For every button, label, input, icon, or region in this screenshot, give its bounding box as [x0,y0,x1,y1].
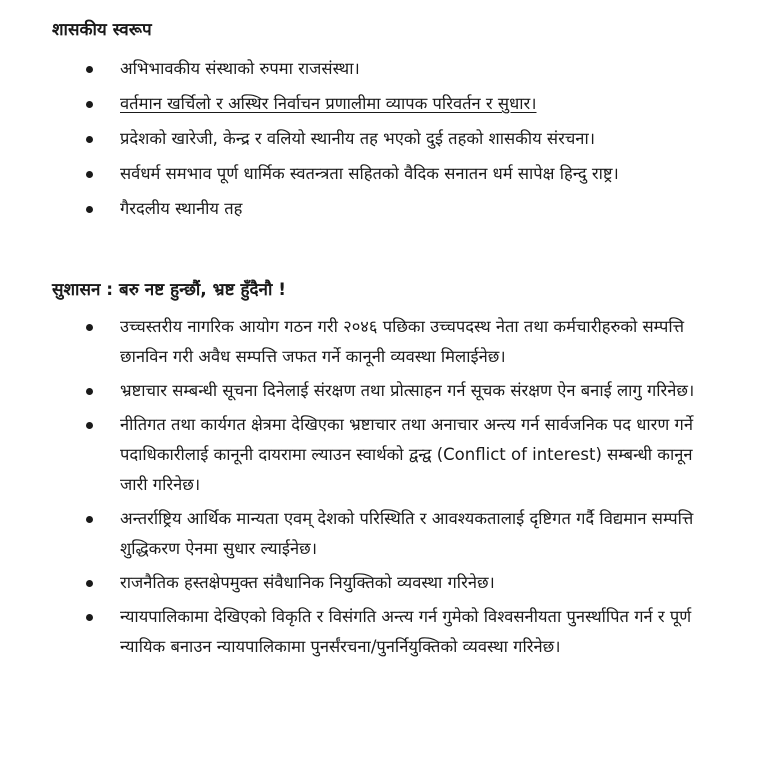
list-item-text: राजनैतिक हस्तक्षेपमुक्त संवैधानिक नियुक्तिको व्यवस्था गरिनेछ। [120,573,495,592]
list-item-text: गैरदलीय स्थानीय तह [120,199,243,218]
list-item-text-underlined: वर्तमान खर्चिलो र अस्थिर निर्वाचन प्रणालीमा व्यापक परिवर्तन र सुधार। [120,94,537,113]
good-governance-list [0,312,768,666]
list-item [0,89,768,119]
list-item [0,124,768,154]
list-item [0,602,768,662]
list-item [0,504,768,564]
list-item [0,194,768,224]
list-item-text: अन्तर्राष्ट्रिय आर्थिक मान्यता एवम् देशको परिस्थिति र आवश्यकतालाई दृष्टिगत गर्दै विद्यमान सम्पत्ति शुद्धिकरण ऐनमा सुधार ल्याईनेछ। [120,509,694,558]
bullet-icon [86,516,93,523]
bullet-icon [86,66,93,73]
list-item-text: अभिभावकीय संस्थाको रुपमा राजसंस्था। [120,59,360,78]
bullet-icon [86,388,93,395]
bullet-icon [86,324,93,331]
list-item [0,568,768,598]
bullet-icon [86,206,93,213]
bullet-icon [86,171,93,178]
list-item-text: न्यायपालिकामा देखिएको विकृति र विसंगति अन्त्य गर्न गुमेको विश्वसनीयता पुनर्स्थापित गर्न र पूर्ण न्यायिक बनाउन न्यायपालिकामा पुनर्संरचना/पुनर्नियुक्तिको व्यवस्था गरिनेछ। [120,607,692,656]
list-item-text: भ्रष्टाचार सम्बन्धी सूचना दिनेलाई संरक्षण तथा प्रोत्साहन गर्न सूचक संरक्षण ऐन बनाई लागु गरिनेछ। [120,381,695,400]
section-heading-governance-structure: शासकीय स्वरूप [52,20,152,40]
list-item [0,376,768,406]
list-item-text: उच्चस्तरीय नागरिक आयोग गठन गरी २०४६ पछिका उच्चपदस्थ नेता तथा कर्मचारीहरुको सम्पत्ति छानविन गरी अवैध सम्पत्ति जफत गर्ने कानूनी व्यवस्था मिलाईनेछ। [120,317,684,366]
list-item [0,159,768,189]
list-item [0,312,768,372]
section-heading-good-governance: सुशासन : बरु नष्ट हुन्छौं, भ्रष्ट हुँदैनौ ! [52,280,287,300]
bullet-icon [86,614,93,621]
list-item-text: सर्वधर्म समभाव पूर्ण धार्मिक स्वतन्त्रता सहितको वैदिक सनातन धर्म सापेक्ष हिन्दु राष्ट्र। [120,164,619,183]
bullet-icon [86,422,93,429]
bullet-icon [86,136,93,143]
bullet-icon [86,580,93,587]
list-item-text: नीतिगत तथा कार्यगत क्षेत्रमा देखिएका भ्रष्टाचार तथा अनाचार अन्त्य गर्न सार्वजनिक पद धारण गर्ने पदाधिकारीलाई कानूनी दायरामा ल्याउन स्वार्थको द्वन्द्व (Conflict of interest) सम्बन्धी कानून जारी गरिनेछ। [120,415,694,494]
list-item [0,410,768,500]
list-item-text: प्रदेशको खारेजी, केन्द्र र वलियो स्थानीय तह भएको दुई तहको शासकीय संरचना। [120,129,595,148]
governance-structure-list [0,54,768,229]
bullet-icon [86,101,93,108]
list-item [0,54,768,84]
